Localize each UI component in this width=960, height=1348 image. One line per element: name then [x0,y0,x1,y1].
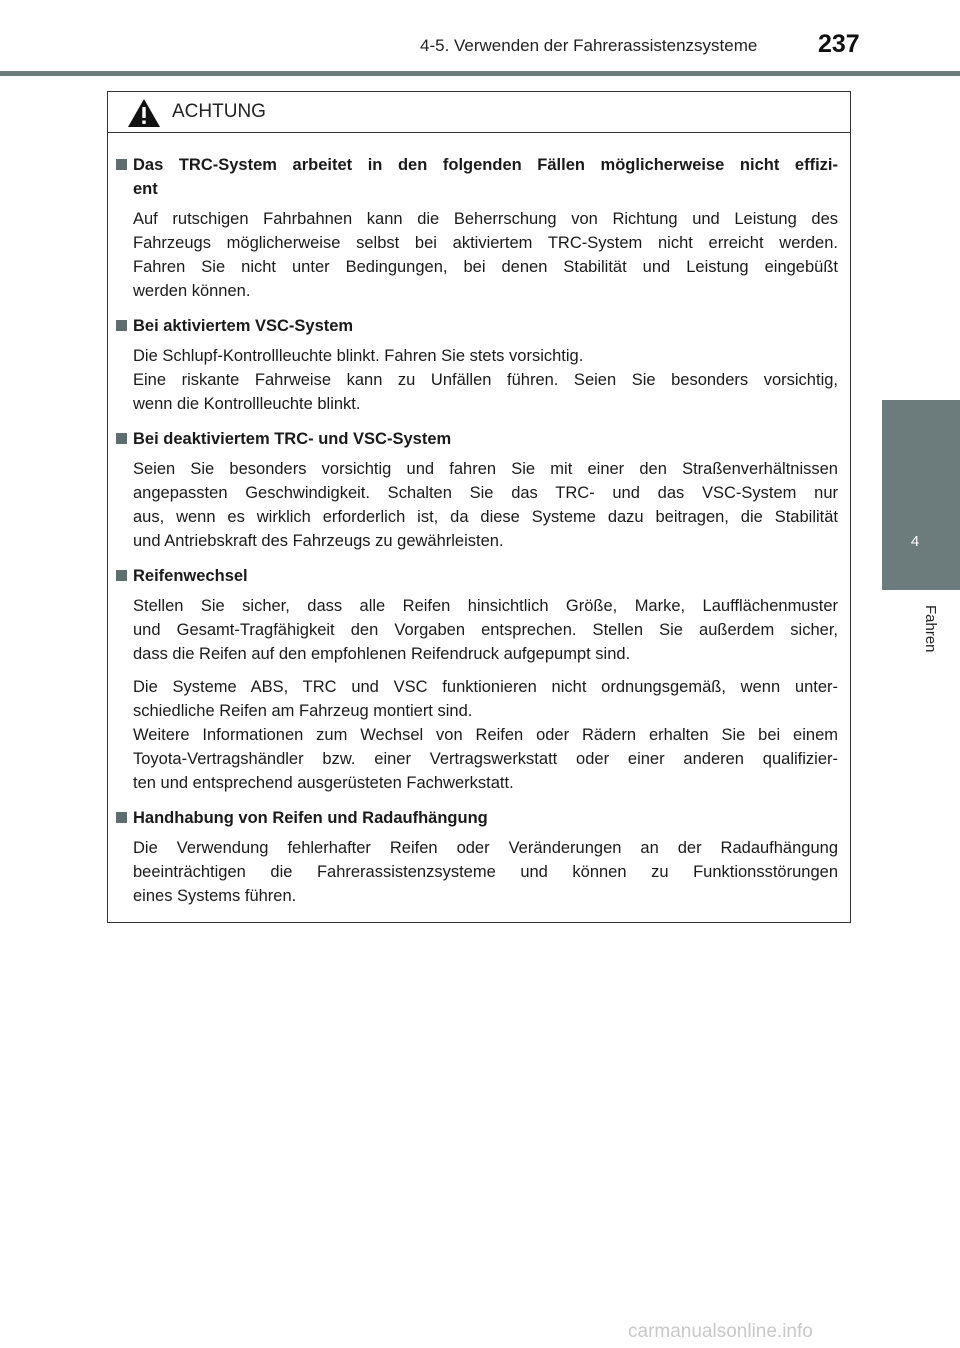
paragraph-line: Die Systeme ABS, TRC und VSC funktionieren nicht ordnungsgemäß, wenn unter- [133,678,838,696]
paragraph-line: Stellen Sie sicher, dass alle Reifen hinsichtlich Größe, Marke, Laufflächenmuster [133,597,838,615]
square-bullet-icon [116,570,127,581]
section-heading [116,806,838,830]
section-paragraph [116,594,838,666]
paragraph-line: beeinträchtigen die Fahrerassistenzsysteme und können zu Funktionsstörungen [133,863,838,881]
square-bullet-icon [116,433,127,444]
caution-section [116,153,838,303]
paragraph-line: dass die Reifen auf den empfohlenen Reifendruck aufgepumpt sind. [133,645,631,663]
caution-title: ACHTUNG [172,101,266,122]
paragraph-line: angepassten Geschwindigkeit. Schalten Sie das TRC- und das VSC-System nur [133,484,838,502]
square-bullet-icon [116,159,127,170]
heading-line: ent [133,180,158,198]
heading-line: Bei aktiviertem VSC-System [133,317,354,335]
paragraph-line: Fahrzeugs möglicherweise selbst bei aktiviertem TRC-System nicht erreicht werden. [133,234,838,252]
paragraph-line: Die Schlupf-Kontrollleuchte blinkt. Fahren Sie stets vorsichtig. [133,347,584,365]
header-rule [0,71,960,76]
chapter-side-tab [882,400,960,590]
paragraph-line: aus, wenn es wirklich erforderlich ist, da diese Systeme dazu beitragen, die Stabilität [133,508,838,526]
paragraph-line: werden können. [133,282,251,300]
caution-section [116,314,838,416]
heading-line: Das TRC-System arbeitet in den folgenden Fällen möglicherweise nicht effizi- [133,156,838,174]
paragraph-line: eines Systems führen. [133,887,297,905]
paragraph-line: Eine riskante Fahrweise kann zu Unfällen führen. Seien Sie besonders vorsichtig, [133,371,838,389]
caution-section [116,564,838,795]
watermark: carmanualsonline.info [628,1321,813,1342]
paragraph-line: Auf rutschigen Fahrbahnen kann die Beherrschung von Richtung und Leistung des [133,210,838,228]
paragraph-line: wenn die Kontrollleuchte blinkt. [133,395,361,413]
paragraph-line: Fahren Sie nicht unter Bedingungen, bei denen Stabilität und Leistung eingebüßt [133,258,838,276]
paragraph-line: ten und entsprechend ausgerüsteten Fachwerkstatt. [133,774,514,792]
chapter-label: Fahren [922,605,939,653]
paragraph-line: schiedliche Reifen am Fahrzeug montiert sind. [133,702,473,720]
section-paragraph [116,836,838,908]
paragraph-line: Seien Sie besonders vorsichtig und fahren Sie mit einer den Straßenverhältnissen [133,460,838,478]
section-heading [116,153,838,201]
caution-section [116,806,838,908]
heading-line: Reifenwechsel [133,567,248,585]
section-paragraph [116,344,838,416]
section-paragraph [116,675,838,795]
square-bullet-icon [116,320,127,331]
warning-triangle-icon [127,98,161,128]
paragraph-line: Weitere Informationen zum Wechsel von Reifen oder Rädern erhalten Sie bei einem [133,726,838,744]
paragraph-line: und Antriebskraft des Fahrzeugs zu gewährleisten. [133,532,504,550]
heading-line: Handhabung von Reifen und Radaufhängung [133,809,488,827]
chapter-number: 4 [910,533,920,550]
section-paragraph [116,207,838,303]
heading-line: Bei deaktiviertem TRC- und VSC-System [133,430,452,448]
section-heading [116,564,838,588]
caution-section [116,427,838,553]
section-paragraph [116,457,838,553]
caution-content [116,153,838,919]
page-number: 237 [818,30,860,58]
paragraph-line: Die Verwendung fehlerhafter Reifen oder Veränderungen an der Radaufhängung [133,839,838,857]
section-heading [116,427,838,451]
paragraph-line: und Gesamt-Tragfähigkeit den Vorgaben entsprechen. Stellen Sie außerdem sicher, [133,621,838,639]
header-title: 4-5. Verwenden der Fahrerassistenzsysteme [420,36,758,55]
section-heading [116,314,838,338]
caution-box-header [108,92,850,133]
paragraph-line: Toyota-Vertragshändler bzw. einer Vertragswerkstatt oder einer anderen qualifizier- [133,750,838,768]
caution-box [107,91,851,923]
square-bullet-icon [116,812,127,823]
